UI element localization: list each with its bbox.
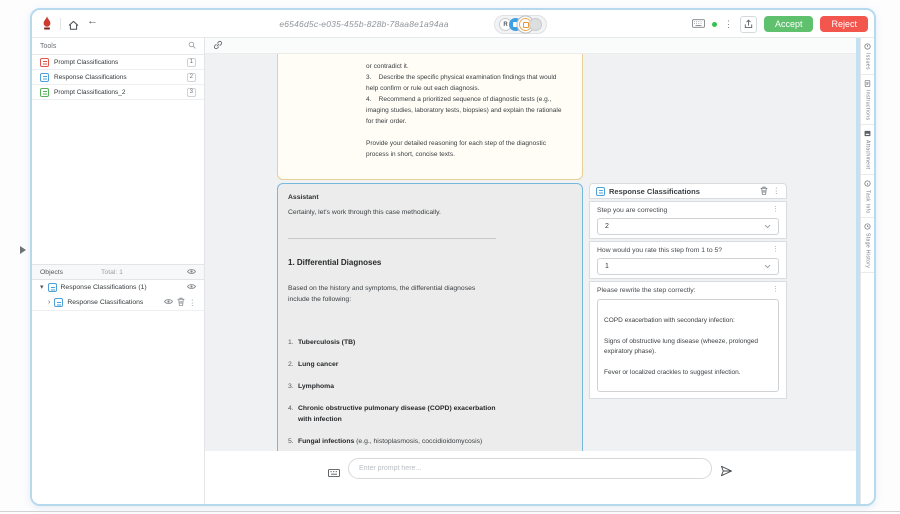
chevron-down-icon (764, 224, 771, 229)
classification-icon (40, 58, 49, 67)
classification-icon (54, 298, 63, 307)
objects-group-row[interactable] (32, 280, 204, 295)
topbar-overflow-menu-icon[interactable]: ⋮ (723, 18, 733, 29)
back-arrow-icon[interactable]: ← (87, 15, 98, 27)
topbar-divider (60, 18, 61, 30)
list-item: 5. Fungal infections (e.g., histoplasmosis, coccidioidomycosis) (288, 438, 483, 445)
instructions-icon (864, 80, 871, 87)
prompt-paragraph: 4. Recommend a prioritized sequence of diagnostic tests (e.g., imaging studies, laboratory tests, biopsies) and explain the rationale for their order. (366, 96, 564, 125)
tool-label: Response Classifications (54, 73, 127, 81)
hotkey-badge: 2 (187, 73, 196, 82)
tool-item-response-classifications[interactable] (32, 70, 204, 85)
top-bar (32, 10, 874, 38)
list-item: 3. Lymphoma (288, 383, 335, 390)
keyboard-icon[interactable] (328, 464, 340, 482)
app-logo-icon (41, 15, 53, 36)
list-item: 4. Chronic obstructive pulmonary disease (COPD) exacerbation with infection (288, 405, 496, 423)
avatar-r[interactable]: R (499, 18, 512, 31)
assistant-intro: Certainly, let's work through this case methodically. (288, 209, 441, 216)
stage-history-icon (864, 223, 871, 230)
field-rating (589, 241, 787, 279)
assistant-lead: Based on the history and symptoms, the differential diagnoses include the following: (288, 285, 476, 303)
trash-icon[interactable] (177, 297, 185, 308)
assistant-message (277, 183, 583, 451)
keyboard-shortcuts-icon[interactable] (692, 15, 705, 33)
tab-task-info[interactable]: Task Info (861, 175, 874, 219)
hotkey-badge: 1 (187, 58, 196, 67)
tools-title: Tools (40, 42, 57, 50)
eye-icon[interactable] (187, 282, 196, 293)
tools-panel-header (32, 38, 204, 55)
tab-stage-history[interactable]: Stage History (861, 218, 874, 273)
step-select[interactable]: 2 (597, 218, 779, 235)
accept-button[interactable]: Accept (764, 16, 814, 32)
datarow-id: e6546d5c-e035-455b-828b-78aa8e1a94aa (279, 19, 449, 29)
field-step-correcting (589, 201, 787, 239)
classification-icon (40, 73, 49, 82)
objects-panel-header (32, 264, 204, 280)
field-label: Step you are correcting (597, 207, 668, 214)
list-item: 2. Lung cancer (288, 361, 339, 368)
tab-issues[interactable]: Issues (861, 38, 874, 75)
left-sidebar (32, 38, 205, 504)
task-info-icon (864, 180, 871, 187)
hotkey-badge: 3 (187, 88, 196, 97)
prompt-paragraph: 3. Describe the specific physical examination findings that would help confirm or rule out each diagnosis. (366, 74, 559, 92)
list-item: 1. Tuberculosis (TB) (288, 339, 356, 346)
issues-icon (864, 43, 871, 50)
user-prompt-message (277, 54, 583, 180)
diagnosis-list (288, 337, 496, 447)
trash-icon[interactable] (760, 186, 768, 197)
eye-icon[interactable] (164, 297, 173, 308)
field-overflow-menu-icon[interactable]: ⋮ (772, 286, 779, 293)
reject-button[interactable]: Reject (820, 16, 868, 32)
tool-item-prompt-classifications-2[interactable] (32, 85, 204, 100)
classification-icon (596, 187, 605, 196)
response-classifications-panel (589, 183, 787, 399)
rewrite-textarea[interactable] (597, 299, 779, 392)
panel-header (589, 183, 787, 199)
conversation-viewport (205, 54, 856, 451)
send-icon[interactable] (720, 464, 733, 482)
objects-title: Objects (40, 268, 64, 276)
prompt-input-wrap (348, 458, 712, 479)
tool-label: Prompt Classifications (54, 58, 119, 66)
field-rewrite (589, 281, 787, 399)
tab-attachment[interactable]: Attachment (861, 125, 874, 174)
markdown-divider (288, 238, 496, 239)
tool-item-prompt-classifications[interactable] (32, 55, 204, 70)
link-icon[interactable] (213, 37, 223, 55)
home-icon[interactable] (68, 18, 79, 36)
search-icon[interactable] (188, 41, 196, 51)
right-tab-strip (860, 38, 874, 504)
objects-item-label: Response Classifications (67, 299, 144, 306)
editor-main-area (205, 38, 856, 504)
attachment-icon (864, 130, 871, 137)
chevron-down-icon (764, 264, 771, 269)
export-icon[interactable] (740, 16, 757, 33)
field-label: Please rewrite the step correctly: (597, 287, 696, 294)
prompt-paragraph (366, 127, 570, 138)
editor-toolbar (205, 38, 856, 54)
tool-avatar-gray-icon[interactable] (529, 18, 542, 31)
eye-icon[interactable] (187, 267, 196, 278)
objects-total: Total: 1 (101, 268, 123, 276)
sidebar-expand-handle[interactable] (20, 246, 26, 254)
row-overflow-menu-icon[interactable]: ⋮ (188, 297, 196, 307)
prompt-paragraph: or contradict it. (366, 63, 409, 70)
assistant-heading: 1. Differential Diagnoses (288, 258, 382, 267)
assistant-role-label: Assistant (288, 194, 319, 201)
panel-overflow-menu-icon[interactable]: ⋮ (772, 186, 780, 196)
prompt-input[interactable] (359, 465, 701, 472)
caret-right-icon[interactable]: › (48, 299, 51, 306)
tab-instructions[interactable]: Instructions (861, 75, 874, 125)
prompt-paragraph: Provide your detailed reasoning for each step of the diagnostic process in short, concise texts. (366, 140, 548, 158)
caret-down-icon[interactable]: ▾ (40, 284, 44, 291)
prompt-bar (205, 451, 856, 504)
rating-select[interactable]: 1 (597, 258, 779, 275)
objects-group-label: Response Classifications (1) (60, 284, 147, 291)
avatar-stack[interactable] (494, 15, 547, 34)
status-online-dot (712, 22, 717, 27)
objects-item-row[interactable] (32, 295, 204, 311)
classification-icon (48, 283, 57, 292)
app-window (30, 8, 876, 506)
classification-icon (40, 88, 49, 97)
objects-panel (32, 264, 204, 311)
field-overflow-menu-icon[interactable]: ⋮ (772, 246, 779, 253)
field-overflow-menu-icon[interactable]: ⋮ (772, 206, 779, 213)
panel-title: Response Classifications (609, 186, 700, 196)
field-label: How would you rate this step from 1 to 5? (597, 247, 723, 254)
screen-bottom-divider (0, 511, 900, 512)
tool-label: Prompt Classifications_2 (54, 88, 126, 96)
